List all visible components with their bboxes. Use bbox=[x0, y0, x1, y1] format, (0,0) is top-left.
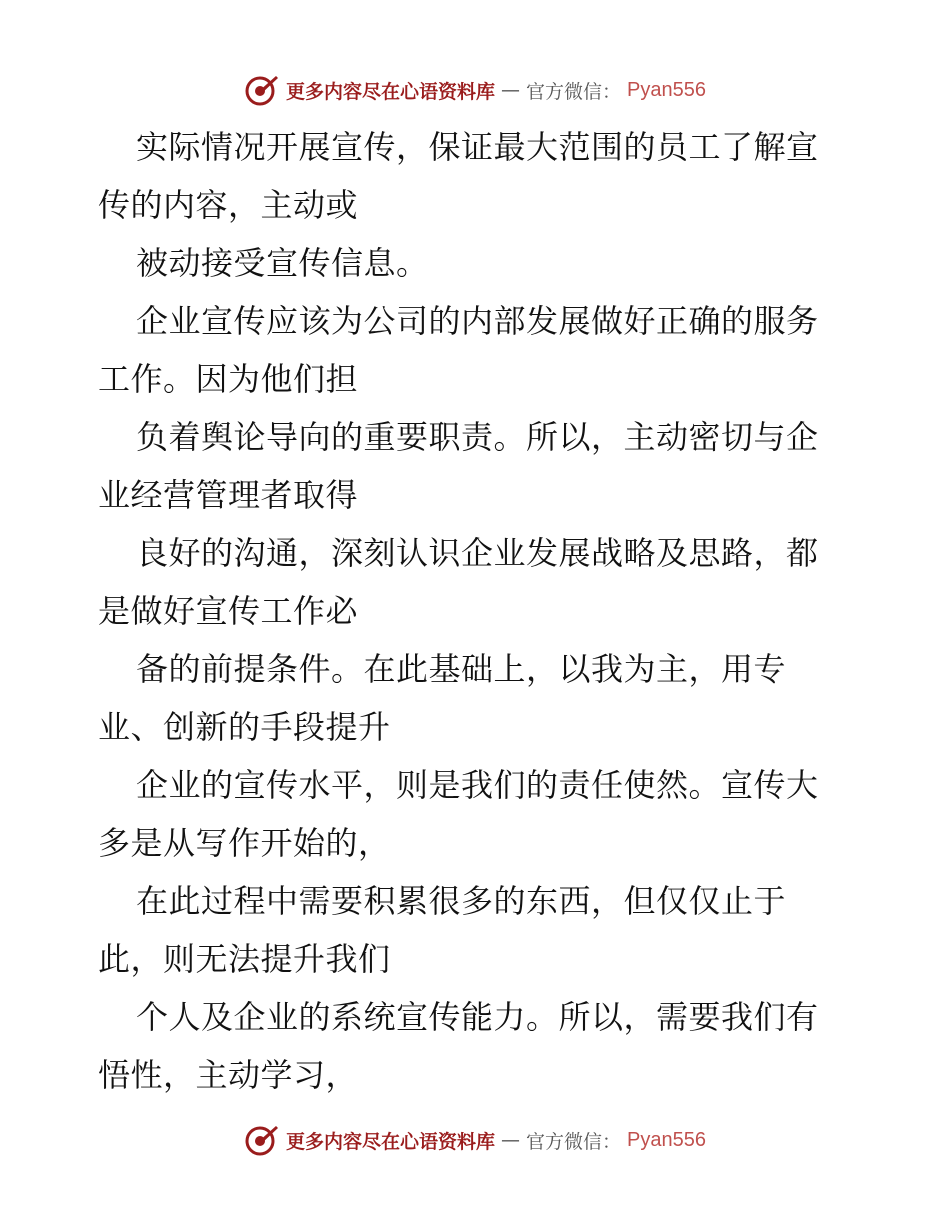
header-wechat-label: 官方微信： bbox=[526, 80, 622, 103]
text-line: 业、创新的手段提升 bbox=[98, 708, 391, 746]
quill-circle-logo-icon bbox=[244, 72, 280, 108]
footer-wechat-label: 官方微信： bbox=[526, 1130, 622, 1153]
text-line: 负着舆论导向的重要职责。所以，主动密切与企 bbox=[136, 418, 819, 456]
header-wechat-id: Pyan556 bbox=[627, 78, 706, 101]
text-line: 悟性，主动学习， bbox=[98, 1056, 359, 1094]
text-line: 是做好宣传工作必 bbox=[98, 592, 359, 630]
text-line: 企业的宣传水平，则是我们的责任使然。宣传大 bbox=[136, 766, 819, 804]
text-line: 工作。因为他们担 bbox=[98, 360, 359, 398]
quill-circle-logo-icon bbox=[244, 1122, 280, 1158]
text-line: 个人及企业的系统宣传能力。所以，需要我们有 bbox=[136, 998, 819, 1036]
footer-brand: 更多内容尽在心语资料库 bbox=[286, 1130, 496, 1153]
text-line: 传的内容，主动或 bbox=[98, 186, 359, 224]
header-banner bbox=[0, 70, 950, 110]
footer-separator: — bbox=[501, 1129, 521, 1151]
text-line: 在此过程中需要积累很多的东西，但仅仅止于 bbox=[136, 882, 787, 920]
text-line: 企业宣传应该为公司的内部发展做好正确的服务 bbox=[136, 302, 819, 340]
header-brand: 更多内容尽在心语资料库 bbox=[286, 80, 496, 103]
text-line: 此，则无法提升我们 bbox=[98, 940, 391, 978]
text-line: 备的前提条件。在此基础上，以我为主，用专 bbox=[136, 650, 787, 688]
footer-banner bbox=[0, 1120, 950, 1160]
text-line: 被动接受宣传信息。 bbox=[136, 244, 429, 282]
text-line: 多是从写作开始的， bbox=[98, 824, 391, 862]
header-separator: — bbox=[501, 79, 521, 101]
text-line: 良好的沟通，深刻认识企业发展战略及思路，都 bbox=[136, 534, 819, 572]
footer-wechat-id: Pyan556 bbox=[627, 1128, 706, 1151]
document-body bbox=[98, 118, 858, 1104]
text-line: 实际情况开展宣传，保证最大范围的员工了解宣 bbox=[136, 128, 819, 166]
text-line: 业经营管理者取得 bbox=[98, 476, 359, 514]
